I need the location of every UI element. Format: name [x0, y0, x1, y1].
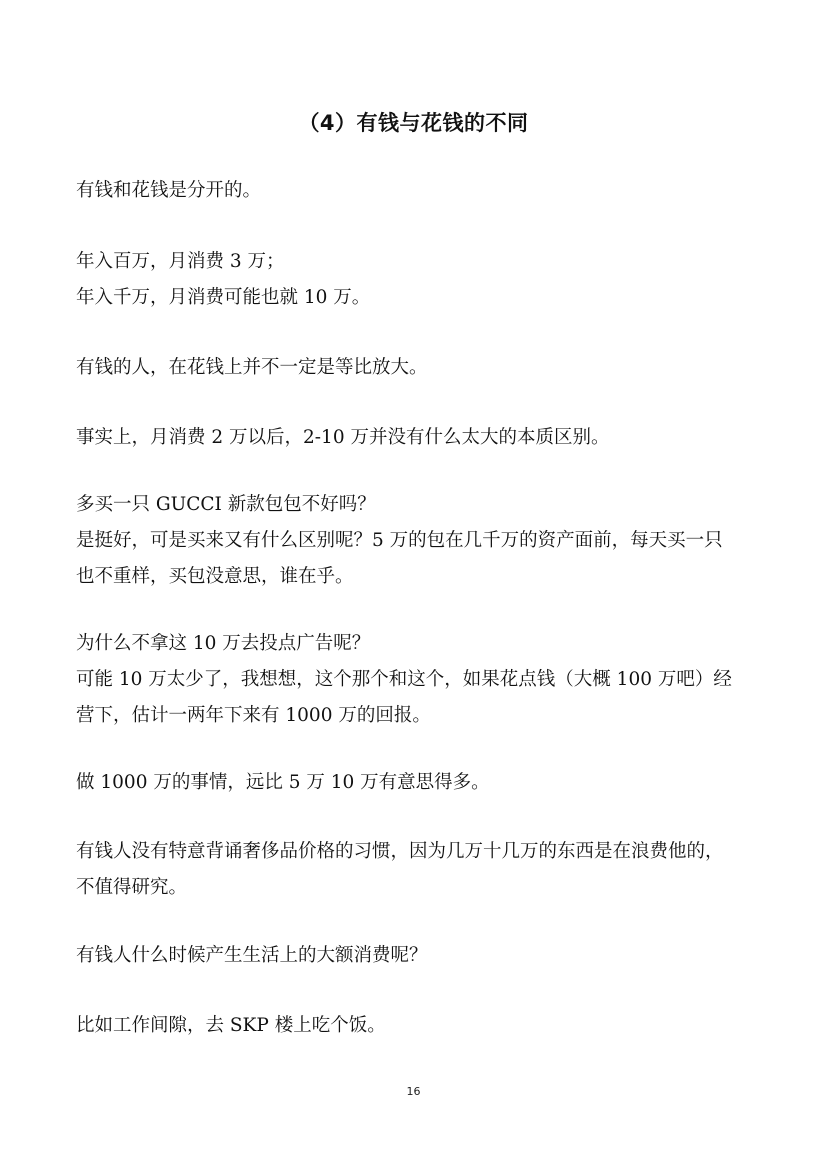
paragraph-line: 做 1000 万的事情，远比 5 万 10 万有意思得多。 [76, 772, 490, 793]
paragraph-line: 是挺好，可是买来又有什么区别呢？5 万的包在几千万的资产面前，每天买一只 [76, 530, 723, 551]
paragraph-line: 年入百万，月消费 3 万； [76, 251, 285, 272]
paragraph-line: 比如工作间隙，去 SKP 楼上吃个饭。 [76, 1015, 386, 1036]
section-title: （4）有钱与花钱的不同 [298, 111, 529, 135]
paragraph-line: 有钱人没有特意背诵奢侈品价格的习惯，因为几万十几万的东西是在浪费他的， [76, 841, 724, 862]
paragraph-line: 有钱和花钱是分开的。 [76, 180, 262, 201]
page-number: 16 [406, 1085, 421, 1098]
paragraph-line: 不值得研究。 [76, 877, 188, 898]
paragraph-line: 年入千万，月消费可能也就 10 万。 [76, 287, 371, 308]
paragraph-line: 有钱的人，在花钱上并不一定是等比放大。 [76, 357, 428, 378]
paragraph-line: 可能 10 万太少了，我想想，这个那个和这个，如果花点钱（大概 100 万吧）经 [76, 669, 732, 690]
paragraph-line: 事实上，月消费 2 万以后，2-10 万并没有什么太大的本质区别。 [76, 427, 610, 448]
paragraph-line: 也不重样，买包没意思，谁在乎。 [76, 566, 354, 587]
paragraph-line: 有钱人什么时候产生生活上的大额消费呢？ [76, 945, 428, 966]
paragraph-line: 为什么不拿这 10 万去投点广告呢？ [76, 633, 371, 654]
paragraph-line: 营下，估计一两年下来有 1000 万的回报。 [76, 705, 431, 726]
paragraph-line: 多买一只 GUCCI 新款包包不好吗？ [76, 494, 376, 515]
